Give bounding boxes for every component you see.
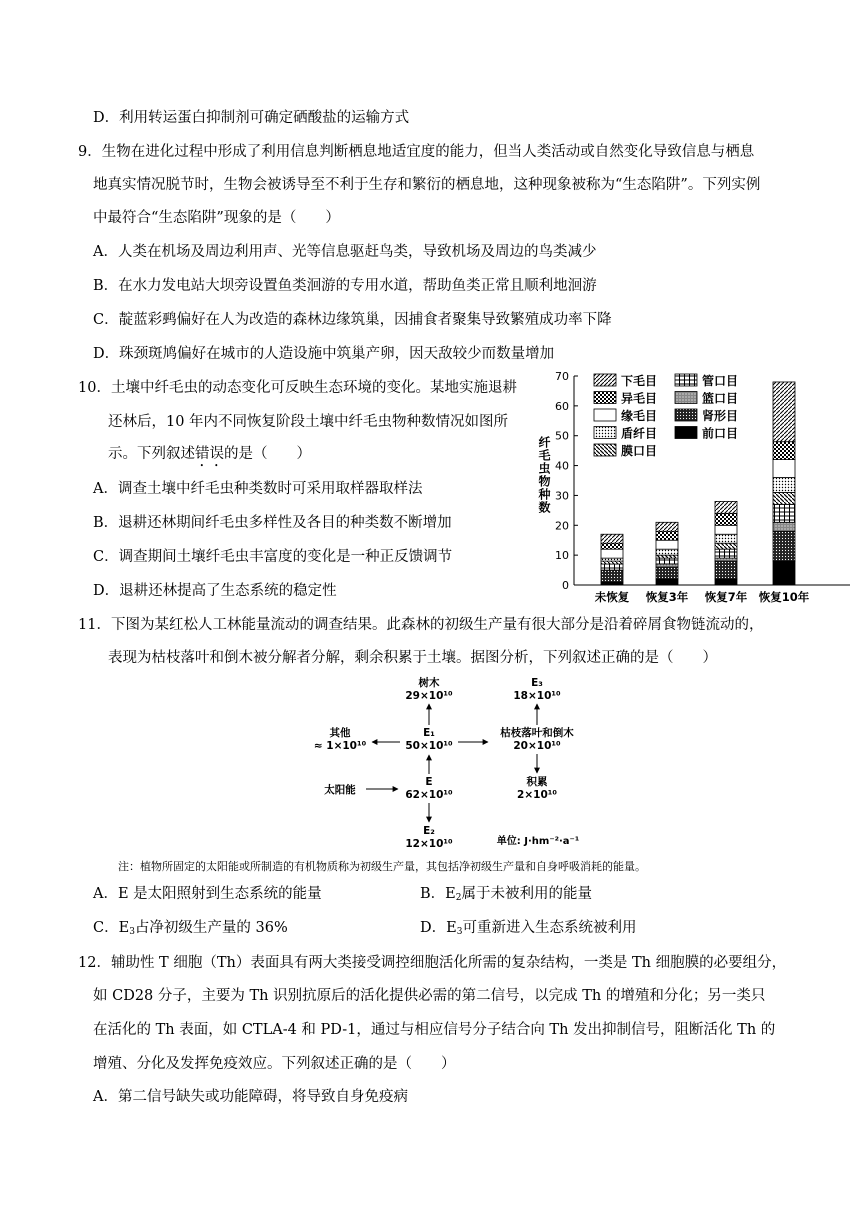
bar-segment (601, 582, 623, 585)
bar-segment (715, 543, 737, 549)
bar-segment (656, 558, 678, 564)
bar-segment (656, 579, 678, 585)
q11-stem-line2: 表现为枯枝落叶和倒木被分解者分解，剩余积累于土壤。据图分析，下列叙述正确的是（ ） (108, 650, 717, 666)
node-tree-label: 树木 (418, 677, 440, 689)
legend-label: 管口目 (702, 374, 739, 388)
node-e2-value: 12×10¹⁰ (405, 838, 453, 850)
q10-option-b: B．退耕还林期间纤毛虫多样性及各目的种类数不断增加 (93, 515, 452, 531)
q9-option-b: B．在水力发电站大坝旁设置鱼类洄游的专用水道，帮助鱼类正常且顺利地洄游 (93, 278, 597, 294)
legend-label: 盾纤目 (621, 426, 658, 441)
x-tick-label: 恢复7年 (704, 590, 748, 604)
bar-segment (715, 579, 737, 585)
legend-label: 肾形目 (702, 409, 739, 423)
energy-flow-diagram (300, 668, 600, 853)
x-tick-label: 恢复3年 (645, 590, 689, 604)
node-tree-value: 29×10¹⁰ (405, 690, 453, 702)
bar-segment (601, 561, 623, 564)
bar-segment (656, 567, 678, 579)
bar-segment (773, 460, 795, 478)
legend-swatch (594, 444, 616, 456)
q11-option-c: C．$E_3$占净初级生产量的 36% (93, 920, 288, 937)
y-tick-label: 10 (555, 549, 569, 563)
q12-stem-line3: 在活化的 Th 表面，如 CTLA-4 和 PD-1，通过与相应信号分子结合向 Th 发出抑制信号，阻断活化 Th 的 (93, 1022, 776, 1038)
legend-label: 前口目 (702, 426, 739, 441)
node-e3-value: 18×10¹⁰ (513, 690, 561, 702)
node-accum-label: 积累 (526, 776, 548, 788)
y-tick-label: 20 (555, 519, 569, 533)
node-litter-label: 枯枝落叶和倒木 (500, 727, 574, 739)
emphasis-wrong: 错误 (195, 446, 224, 462)
legend-swatch (675, 392, 697, 404)
node-sun-label: 太阳能 (324, 784, 356, 796)
bar-segment (656, 549, 678, 555)
legend-label: 缘毛目 (621, 409, 658, 423)
bar-segment (773, 504, 795, 522)
node-litter-value: 20×10¹⁰ (513, 740, 561, 752)
bar-segment (656, 531, 678, 540)
y-tick-label: 30 (555, 489, 569, 503)
legend-label: 下毛目 (621, 374, 658, 388)
q9-stem-line2: 地真实情况脱节时，生物会被诱导至不利于生存和繁衍的栖息地，这种现象被称为“生态陷阱”。下列实例 (93, 177, 761, 193)
q10-option-c: C．调查期间土壤纤毛虫丰富度的变化是一种正反馈调节 (93, 549, 453, 565)
q11-stem-line1: 11．下图为某红松人工林能量流动的调查结果。此森林的初级生产量有很大部分是沿着碎屑食物链流动的， (78, 617, 764, 633)
q10-stem-line1: 10．土壤中纤毛虫的动态变化可反映生态环境的变化。某地实施退耕 (78, 380, 517, 396)
x-tick-label: 恢复10年 (758, 590, 810, 604)
bar-segment (656, 522, 678, 531)
node-e1-label: E₁ (423, 727, 435, 739)
node-e3-label: E₃ (531, 677, 543, 689)
y-tick-label: 0 (562, 579, 569, 592)
q10-option-a: A．调查土壤中纤毛虫种类数时可采用取样器取样法 (93, 481, 423, 497)
q12-option-a: A．第二信号缺失或功能障碍，将导致自身免疫病 (93, 1089, 408, 1105)
bar-segment (656, 564, 678, 567)
q8-option-d: D．利用转运蛋白抑制剂可确定硒酸盐的运输方式 (93, 110, 410, 126)
bar-segment (715, 525, 737, 534)
q9-stem-line3: 中最符合“生态陷阱”现象的是（ ） (93, 210, 340, 226)
q9-option-a: A．人类在机场及周边利用声、光等信息驱赶鸟类，导致机场及周边的鸟类减少 (93, 244, 597, 260)
q10-stem-line3: 示。下列叙述错误的是（ ） (108, 446, 311, 462)
q9-option-c: C．靛蓝彩鹀偏好在人为改造的森林边缘筑巢，因捕食者聚集导致繁殖成功率下降 (93, 312, 612, 328)
bar-segment (601, 570, 623, 582)
unit-label: 单位: J·hm⁻²·a⁻¹ (496, 836, 580, 847)
q11-option-d: D．$E_3$可重新进入生态系统被利用 (420, 920, 637, 937)
node-e2-label: E₂ (423, 825, 435, 837)
node-other-value: ≈ 1×10¹⁰ (313, 740, 367, 752)
node-accum-value: 2×10¹⁰ (517, 789, 557, 801)
bar-segment (715, 561, 737, 579)
bar-segment (656, 555, 678, 558)
node-e-value: 62×10¹⁰ (405, 789, 453, 801)
bar-segment (773, 561, 795, 585)
bar-segment (601, 543, 623, 549)
node-other-label: 其他 (329, 727, 351, 739)
q12-stem-line2: 如 CD28 分子，主要为 Th 识别抗原后的活化提供必需的第二信号，以完成 Th 的增殖和分化；另一类只 (93, 988, 766, 1004)
bar-segment (715, 549, 737, 558)
bar-segment (715, 501, 737, 513)
legend-label: 篮口目 (702, 391, 739, 406)
node-e-label: E (425, 776, 433, 788)
bar-segment (773, 382, 795, 442)
bar-segment (773, 522, 795, 531)
q12-stem-line1: 12．辅助性 T 细胞（Th）表面具有两大类接受调控细胞活化所需的复杂结构，一类是 Th 细胞膜的必要组分， (78, 955, 787, 971)
y-axis-label: 纤毛虫物种数 (537, 436, 551, 514)
bar-segment (773, 492, 795, 504)
bar-segment (601, 558, 623, 561)
x-tick-label: 未恢复 (594, 590, 630, 604)
legend-swatch (675, 374, 697, 386)
q10-stem-line2: 还林后，10 年内不同恢复阶段土壤中纤毛虫物种数情况如图所 (108, 414, 509, 430)
legend-label: 膜口目 (621, 444, 658, 458)
q11-option-a: A．E 是太阳照射到生态系统的能量 (93, 886, 322, 902)
bar-segment (601, 534, 623, 543)
y-tick-label: 70 (555, 370, 569, 383)
q9-stem-line1: 9．生物在进化过程中形成了利用信息判断栖息地适宜度的能力，但当人类活动或自然变化导致信息与栖息 (78, 144, 755, 160)
legend-swatch (594, 374, 616, 386)
legend-swatch (675, 409, 697, 421)
bar-segment (773, 531, 795, 561)
legend-swatch (675, 427, 697, 439)
bar-segment (601, 564, 623, 570)
y-tick-label: 40 (555, 459, 569, 473)
q11-option-b: B．$E_2$属于未被利用的能量 (420, 886, 592, 903)
ciliate-species-chart (532, 366, 852, 606)
bar-segment (715, 513, 737, 525)
bar-segment (715, 558, 737, 561)
legend-swatch (594, 392, 616, 404)
legend-label: 异毛目 (621, 391, 658, 406)
bar-segment (715, 534, 737, 543)
legend-swatch (594, 409, 616, 421)
node-e1-value: 50×10¹⁰ (405, 740, 453, 752)
q9-option-d: D．珠颈斑鸠偏好在城市的人造设施中筑巢产卵，因天敌较少而数量增加 (93, 346, 555, 362)
q11-note: 注：植物所固定的太阳能或所制造的有机物质称为初级生产量，其包括净初级生产量和自身呼吸消耗的能量。 (118, 860, 646, 873)
q12-stem-line4: 增殖、分化及发挥免疫效应。下列叙述正确的是（ ） (93, 1056, 456, 1072)
bar-segment (773, 442, 795, 460)
bar-segment (601, 549, 623, 558)
y-tick-label: 50 (555, 429, 569, 443)
y-tick-label: 60 (555, 399, 569, 413)
q10-option-d: D．退耕还林提高了生态系统的稳定性 (93, 583, 337, 599)
legend-swatch (594, 427, 616, 439)
bar-segment (773, 478, 795, 493)
bar-segment (656, 540, 678, 549)
